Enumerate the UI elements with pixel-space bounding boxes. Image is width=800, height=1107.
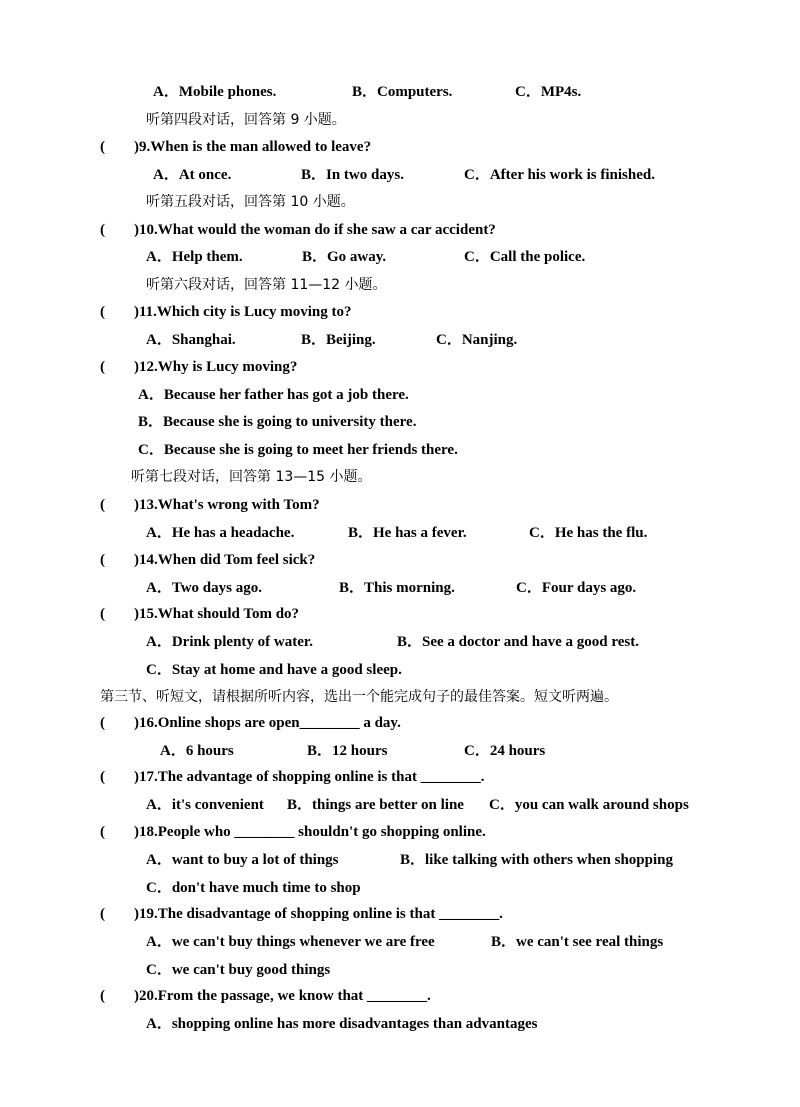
answer-option: B．things are better on line bbox=[287, 797, 464, 813]
question-text: )16.Online shops are open________ a day. bbox=[134, 715, 401, 731]
answer-option: C．Stay at home and have a good sleep. bbox=[146, 662, 402, 678]
answer-option: A．Mobile phones. bbox=[153, 84, 277, 100]
answer-blank-paren: ( bbox=[100, 769, 105, 785]
answer-option: A．Help them. bbox=[146, 249, 243, 265]
answer-option: C．After his work is finished. bbox=[464, 167, 655, 183]
answer-blank-paren: ( bbox=[100, 497, 105, 513]
answer-option: B．Computers. bbox=[352, 84, 453, 100]
answer-option: A．Because her father has got a job there. bbox=[138, 387, 409, 403]
answer-option: B．Beijing. bbox=[301, 332, 376, 348]
answer-option: B．like talking with others when shopping bbox=[400, 852, 673, 868]
answer-option: B．Because she is going to university there. bbox=[138, 414, 417, 430]
question-text: )14.When did Tom feel sick? bbox=[134, 552, 316, 568]
answer-option: A．Two days ago. bbox=[146, 580, 262, 596]
answer-option: A．it's convenient bbox=[146, 797, 264, 813]
answer-option: B．This morning. bbox=[339, 580, 455, 596]
answer-option: A．6 hours bbox=[160, 743, 234, 759]
answer-option: A．want to buy a lot of things bbox=[146, 852, 339, 868]
section-instruction: 听第七段对话，回答第 13—15 小题。 bbox=[131, 469, 372, 485]
question-text: )10.What would the woman do if she saw a car accident? bbox=[134, 222, 496, 238]
answer-option: A．At once. bbox=[153, 167, 232, 183]
answer-option: A．Drink plenty of water. bbox=[146, 634, 313, 650]
answer-option: C．Nanjing. bbox=[436, 332, 518, 348]
answer-option: B．In two days. bbox=[301, 167, 404, 183]
question-text: )15.What should Tom do? bbox=[134, 606, 300, 622]
answer-option: B．we can't see real things bbox=[491, 934, 664, 950]
answer-option: C．you can walk around shops bbox=[489, 797, 689, 813]
answer-option: A．He has a headache. bbox=[146, 525, 295, 541]
answer-option: C．we can't buy good things bbox=[146, 962, 331, 978]
question-text: )18.People who ________ shouldn't go shopping online. bbox=[134, 824, 486, 840]
question-text: )9.When is the man allowed to leave? bbox=[134, 139, 372, 155]
answer-option: B．See a doctor and have a good rest. bbox=[397, 634, 639, 650]
answer-blank-paren: ( bbox=[100, 988, 105, 1004]
section-instruction: 听第四段对话，回答第 9 小题。 bbox=[146, 112, 346, 128]
answer-option: A．Shanghai. bbox=[146, 332, 236, 348]
question-text: )13.What's wrong with Tom? bbox=[134, 497, 320, 513]
answer-blank-paren: ( bbox=[100, 222, 105, 238]
question-text: )11.Which city is Lucy moving to? bbox=[134, 304, 352, 320]
answer-option: B．12 hours bbox=[307, 743, 388, 759]
section-instruction: 听第六段对话，回答第 11—12 小题。 bbox=[146, 277, 387, 293]
answer-blank-paren: ( bbox=[100, 606, 105, 622]
answer-blank-paren: ( bbox=[100, 906, 105, 922]
answer-blank-paren: ( bbox=[100, 139, 105, 155]
answer-option: C．don't have much time to shop bbox=[146, 880, 361, 896]
question-text: )17.The advantage of shopping online is that ________. bbox=[134, 769, 485, 785]
answer-option: C．Four days ago. bbox=[516, 580, 637, 596]
answer-blank-paren: ( bbox=[100, 715, 105, 731]
answer-option: A．shopping online has more disadvantages than advantages bbox=[146, 1016, 538, 1032]
answer-blank-paren: ( bbox=[100, 304, 105, 320]
answer-option: C．24 hours bbox=[464, 743, 546, 759]
answer-option: C．Call the police. bbox=[464, 249, 586, 265]
answer-blank-paren: ( bbox=[100, 359, 105, 375]
answer-blank-paren: ( bbox=[100, 824, 105, 840]
question-text: )12.Why is Lucy moving? bbox=[134, 359, 298, 375]
answer-option: C．He has the flu. bbox=[529, 525, 648, 541]
question-text: )19.The disadvantage of shopping online is that ________. bbox=[134, 906, 503, 922]
answer-blank-paren: ( bbox=[100, 552, 105, 568]
answer-option: B．Go away. bbox=[302, 249, 387, 265]
answer-option: C．Because she is going to meet her friends there. bbox=[138, 442, 458, 458]
section-instruction: 听第五段对话，回答第 10 小题。 bbox=[146, 194, 355, 210]
section-instruction: 第三节、听短文，请根据所听内容，选出一个能完成句子的最佳答案。短文听两遍。 bbox=[100, 689, 618, 705]
answer-option: B．He has a fever. bbox=[348, 525, 467, 541]
answer-option: A．we can't buy things whenever we are free bbox=[146, 934, 435, 950]
answer-option: C．MP4s. bbox=[515, 84, 582, 100]
question-text: )20.From the passage, we know that ________. bbox=[134, 988, 431, 1004]
